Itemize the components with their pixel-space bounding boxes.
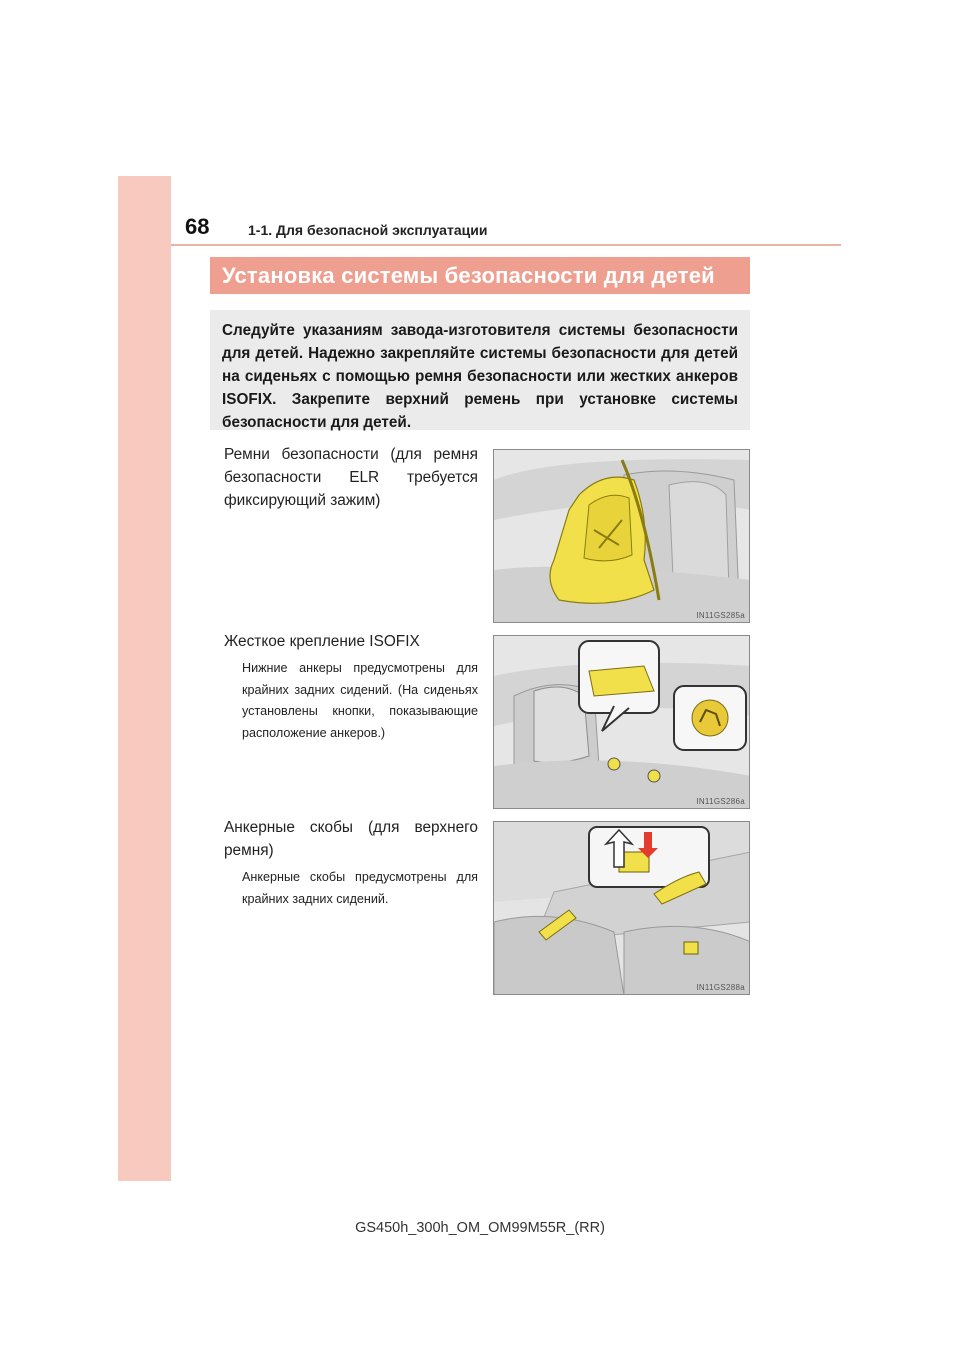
item-title-isofix: Жесткое крепление ISOFIX	[224, 633, 420, 650]
item-desc-top-tether: Анкерные скобы предусмотрены для крайних задних сидений.	[242, 870, 478, 906]
figure-seatbelt	[493, 449, 750, 623]
item-title-top-tether: Анкерные скобы (для верхнего ремня)	[224, 819, 478, 859]
figure-top-tether	[493, 821, 750, 995]
side-band	[118, 176, 171, 1181]
figure-code: IN11GS286a	[696, 797, 745, 806]
child-seat-seatbelt-icon	[494, 450, 750, 623]
intro-box: Следуйте указаниям завода-изготовителя системы безопасности для детей. Надежно закрепляйте системы безопасности для детей на сиденьях с помощью ремня безопасности или жестких анкеров ISOFIX. Закрепите верхний ремень при установке системы безопасности для детей.	[210, 310, 750, 430]
section-title: 1-1. Для безопасной эксплуатации	[248, 222, 488, 238]
page-number: 68	[185, 214, 210, 239]
isofix-anchor-icon	[494, 636, 750, 809]
figure-isofix	[493, 635, 750, 809]
figure-code: IN11GS285a	[696, 611, 745, 620]
header-divider	[171, 244, 841, 246]
page-title: Установка системы безопасности для детей	[210, 257, 750, 294]
item-desc-isofix: Нижние анкеры предусмотрены для крайних задних сидений. (На сиденьях установлены кнопки, показывающие расположение анкеров.)	[242, 661, 478, 740]
top-tether-bracket-icon	[494, 822, 750, 995]
document-footer: GS450h_300h_OM_OM99M55R_(RR)	[355, 1220, 605, 1236]
item-title-seatbelts: Ремни безопасности (для ремня безопасности ELR требуется фиксирующий зажим)	[224, 446, 478, 509]
figure-code: IN11GS288a	[696, 983, 745, 992]
